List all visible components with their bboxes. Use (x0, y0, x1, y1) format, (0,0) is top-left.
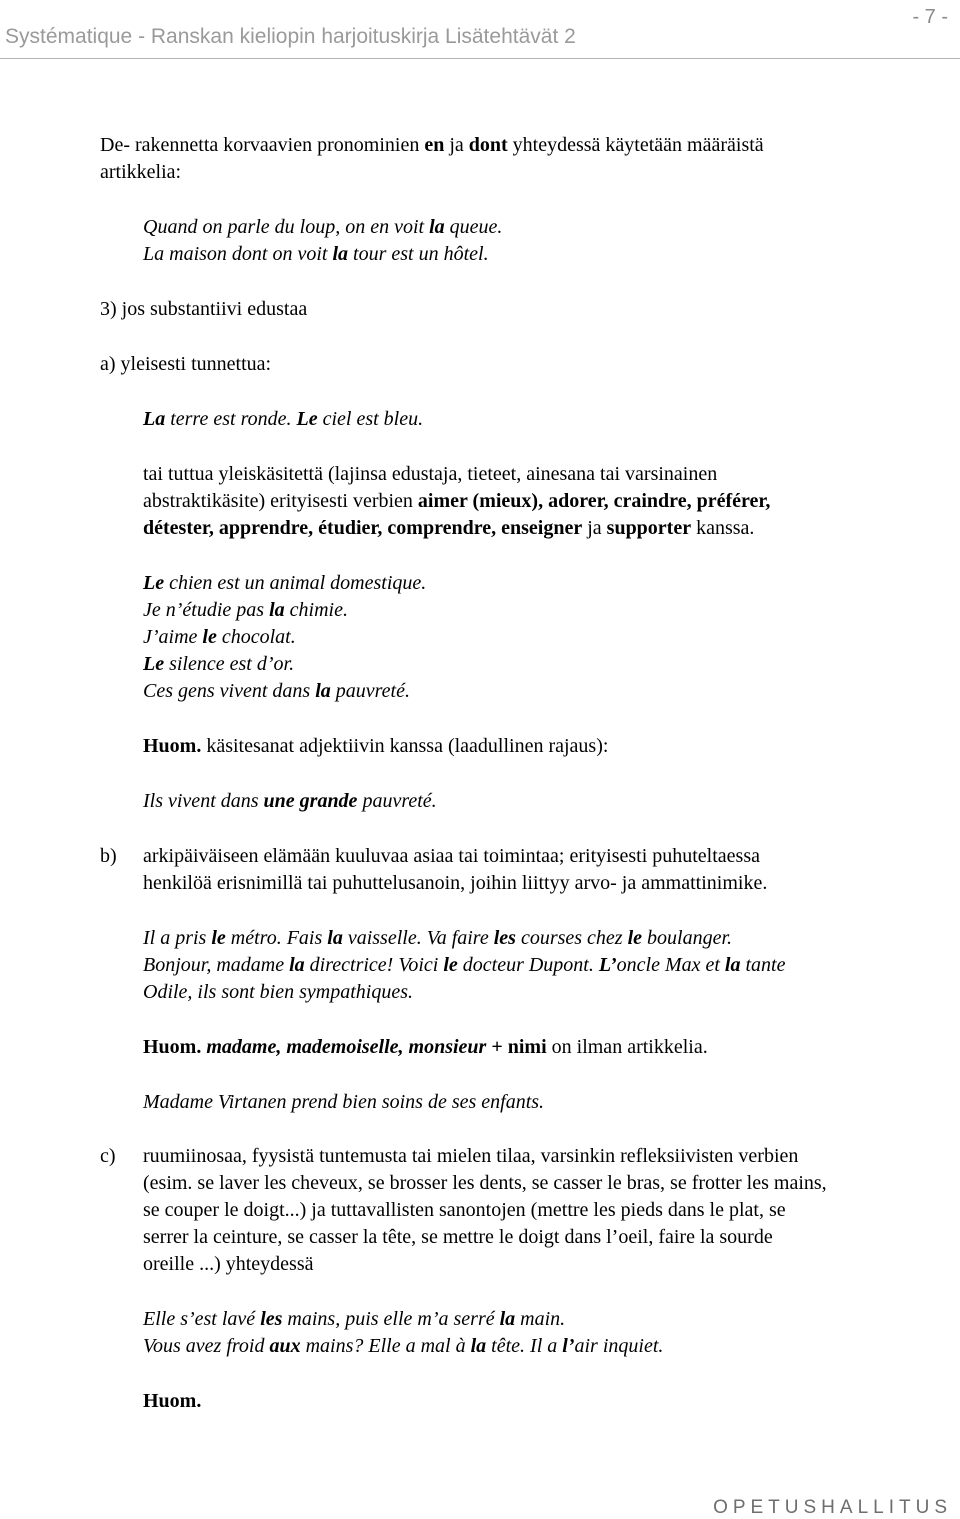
section-b-example-3: Odile, ils sont bien sympathiques. (143, 981, 413, 1003)
section-a-text-3: détester, apprendre, étudier, comprendre, enseigner ja supporter kanssa. (143, 517, 755, 539)
example-line: J’aime le chocolat. (143, 626, 296, 648)
section-c-text-4: serrer la ceinture, se casser la tête, se mettre le doigt dans l’oeil, faire la sourde (143, 1226, 773, 1248)
section-a-text-2: abstraktikäsite) erityisesti verbien aimer (mieux), adorer, craindre, préférer, (143, 490, 771, 512)
page-header (0, 6, 960, 80)
section-a-heading: a) yleisesti tunnettua: (100, 353, 272, 375)
section-c-example-1: Elle s’est lavé les mains, puis elle m’a serré la main. (143, 1308, 566, 1330)
huom-example-2: Madame Virtanen prend bien soins de ses enfants. (143, 1091, 545, 1113)
page-number: - 7 - (912, 6, 948, 28)
section-a-example: La terre est ronde. Le ciel est bleu. (143, 408, 424, 430)
example-line: Je n’étudie pas la chimie. (143, 599, 348, 621)
intro-example-2: La maison dont on voit la tour est un hôtel. (143, 243, 489, 265)
intro-example-1: Quand on parle du loup, on en voit la queue. (143, 216, 503, 238)
intro-line-2: artikkelia: (100, 161, 182, 183)
section-b-marker: b) (100, 845, 117, 867)
example-line: Le chien est un animal domestique. (143, 572, 427, 594)
section-c-example-2: Vous avez froid aux mains? Elle a mal à la tête. Il a l’air inquiet. (143, 1335, 664, 1357)
section-c-marker: c) (100, 1145, 116, 1167)
header-title: Systématique - Ranskan kieliopin harjoituskirja Lisätehtävät 2 (5, 25, 576, 48)
section-b-example-1: Il a pris le métro. Fais la vaisselle. Va faire les courses chez le boulanger. (143, 927, 733, 949)
section-c-text-1: ruumiinosaa, fyysistä tuntemusta tai mielen tilaa, varsinkin refleksiivisten verbien (143, 1145, 799, 1167)
section-b-text-2: henkilöä erisnimillä tai puhuttelusanoin, joihin liittyy arvo- ja ammattinimike. (143, 872, 768, 894)
huom-note-3: Huom. (143, 1390, 202, 1412)
section-3-heading: 3) jos substantiivi edustaa (100, 298, 308, 320)
footer-brand: OPETUSHALLITUS (713, 1497, 952, 1518)
huom-note-1: Huom. käsitesanat adjektiivin kanssa (laadullinen rajaus): (143, 735, 609, 757)
section-c-text-2: (esim. se laver les cheveux, se brosser les dents, se casser le bras, se frotter les mains, (143, 1172, 827, 1194)
section-c-text-5: oreille ...) yhteydessä (143, 1253, 314, 1275)
example-line: Ces gens vivent dans la pauvreté. (143, 680, 410, 702)
huom-example-1: Ils vivent dans une grande pauvreté. (143, 790, 437, 812)
section-b-text-1: arkipäiväiseen elämään kuuluvaa asiaa tai toimintaa; erityisesti puhuteltaessa (143, 845, 760, 867)
section-c-text-3: se couper le doigt...) ja tuttavallisten sanontojen (mettre les pieds dans le plat, se (143, 1199, 786, 1221)
intro-line-1: De- rakennetta korvaavien pronominien en ja dont yhteydessä käytetään määräistä (100, 134, 764, 156)
huom-note-2: Huom. madame, mademoiselle, monsieur + nimi on ilman artikkelia. (143, 1036, 708, 1058)
section-b-example-2: Bonjour, madame la directrice! Voici le docteur Dupont. L’oncle Max et la tante (143, 954, 786, 976)
section-a-text-1: tai tuttua yleiskäsitettä (lajinsa edustaja, tieteet, ainesana tai varsinainen (143, 463, 718, 485)
example-line: Le silence est d’or. (143, 653, 295, 675)
header-rule (0, 58, 960, 59)
